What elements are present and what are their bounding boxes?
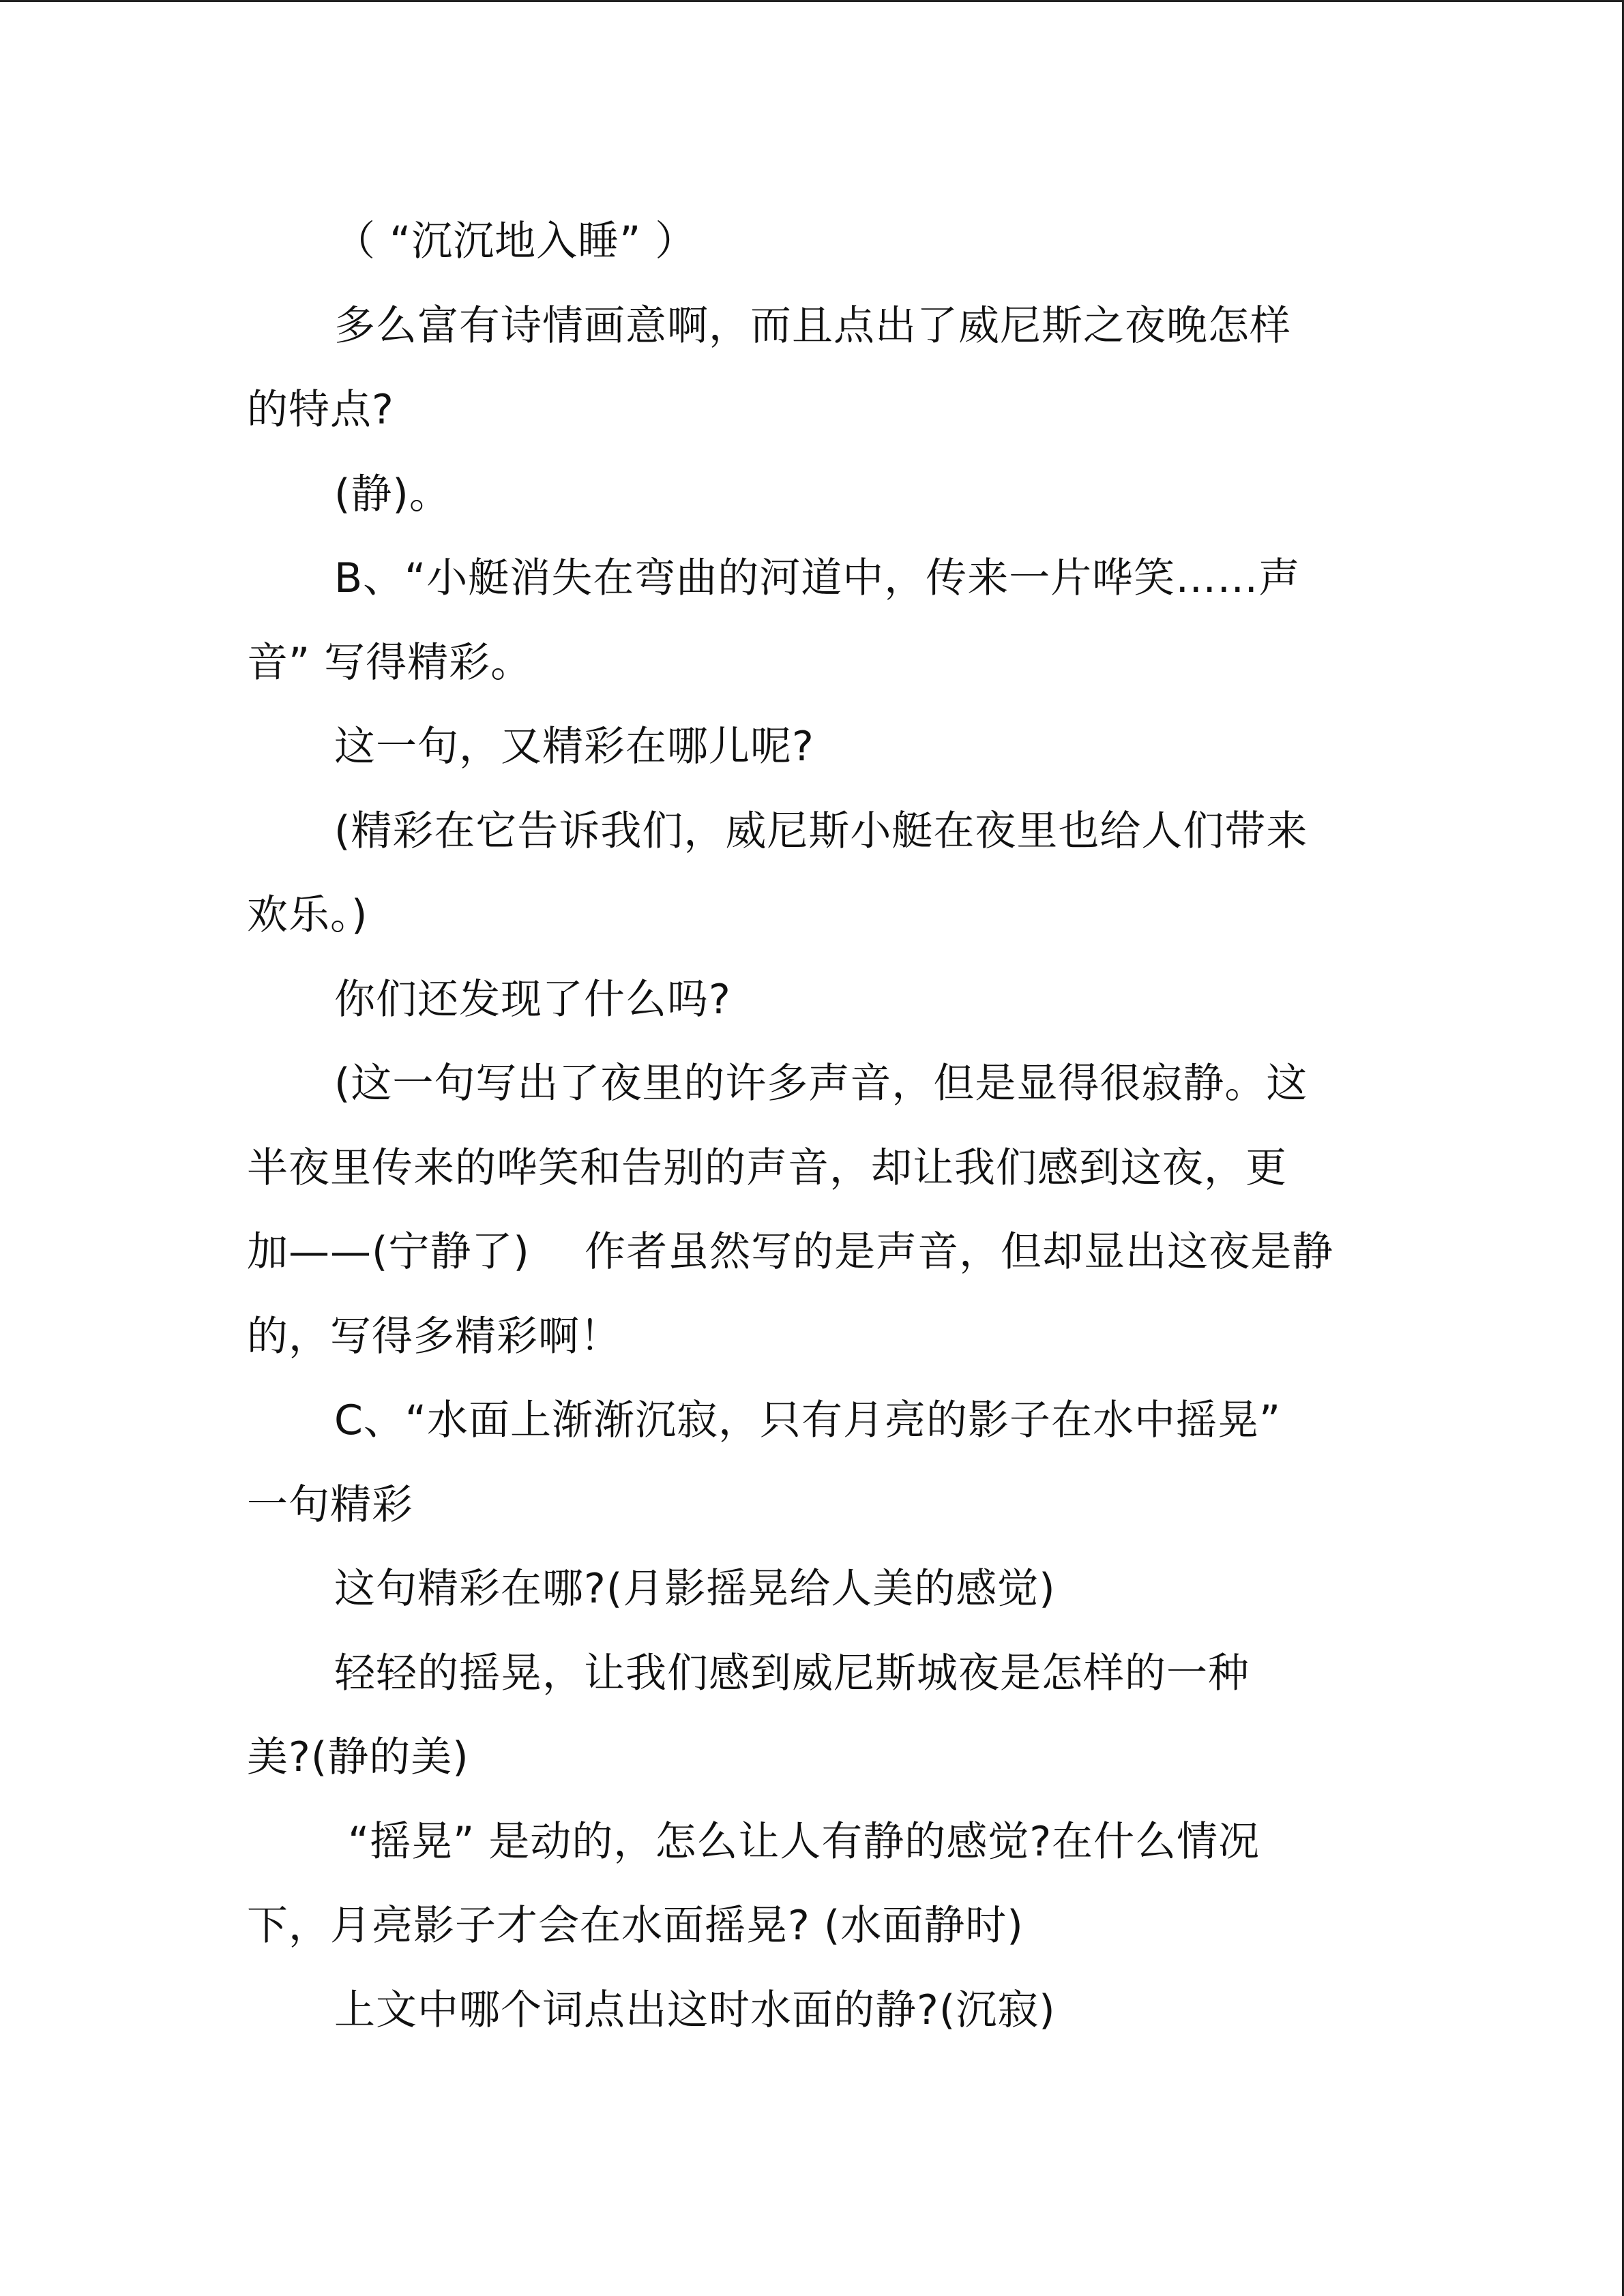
text-line: (这一句写出了夜里的许多声音，但是显得很寂静。这 [334, 1060, 1308, 1107]
paragraph [247, 453, 1393, 537]
paragraph [247, 1969, 1393, 2053]
paragraph [247, 1800, 1393, 1969]
text-line: 的，写得多精彩啊！ [247, 1312, 621, 1360]
text-line: 下，月亮影子才会在水面摇晃? (水面静时) [247, 1902, 1024, 1950]
text-line: 半夜里传来的哗笑和告别的声音，却让我们感到这夜，更 [247, 1144, 1287, 1192]
paragraph [247, 790, 1393, 958]
text-line: 一句精彩 [247, 1480, 413, 1529]
text-line: 轻轻的摇晃，让我们感到威尼斯城夜是怎样的一种 [334, 1649, 1250, 1697]
text-line: 你们还发现了什么吗? [334, 975, 731, 1024]
text-line: 多么富有诗情画意啊，而且点出了威尼斯之夜晚怎样 [334, 301, 1291, 350]
text-line: 上文中哪个词点出这时水面的静?(沉寂) [334, 1986, 1056, 2034]
text-line: 加——(宁静了) 作者虽然写的是声音，但却显出这夜是静 [247, 1228, 1334, 1276]
paragraph [247, 958, 1393, 1043]
paragraph [247, 1042, 1393, 1379]
paragraph [247, 200, 1393, 284]
paragraph [247, 1547, 1393, 1632]
paragraph [247, 1379, 1393, 1547]
text-line: C、“水面上渐渐沉寂，只有月亮的影子在水中摇晃” [334, 1397, 1282, 1444]
text-line: 这一句，又精彩在哪儿呢? [334, 723, 814, 771]
text-line: （ “沉沉地入睡” ） [334, 218, 697, 265]
text-line: 美?(静的美) [247, 1733, 469, 1781]
text-line: B、“小艇消失在弯曲的河道中，传来一片哗笑……声 [334, 554, 1301, 602]
paragraph [247, 705, 1393, 790]
text-line: 的特点? [247, 386, 394, 434]
text-line: 欢乐。) [247, 891, 368, 939]
text-line: 这句精彩在哪?(月影摇晃给人美的感觉) [334, 1565, 1056, 1613]
paragraph [247, 284, 1393, 453]
paragraph [247, 537, 1393, 705]
text-line: (静)。 [334, 470, 451, 518]
body-text [247, 200, 1393, 2053]
text-line: (精彩在它告诉我们，威尼斯小艇在夜里也给人们带来 [334, 807, 1308, 855]
text-line: “摇晃” 是动的，怎么让人有静的感觉?在什么情况 [334, 1817, 1260, 1866]
paragraph [247, 1632, 1393, 1800]
text-line: 音” 写得精彩。 [247, 638, 533, 687]
